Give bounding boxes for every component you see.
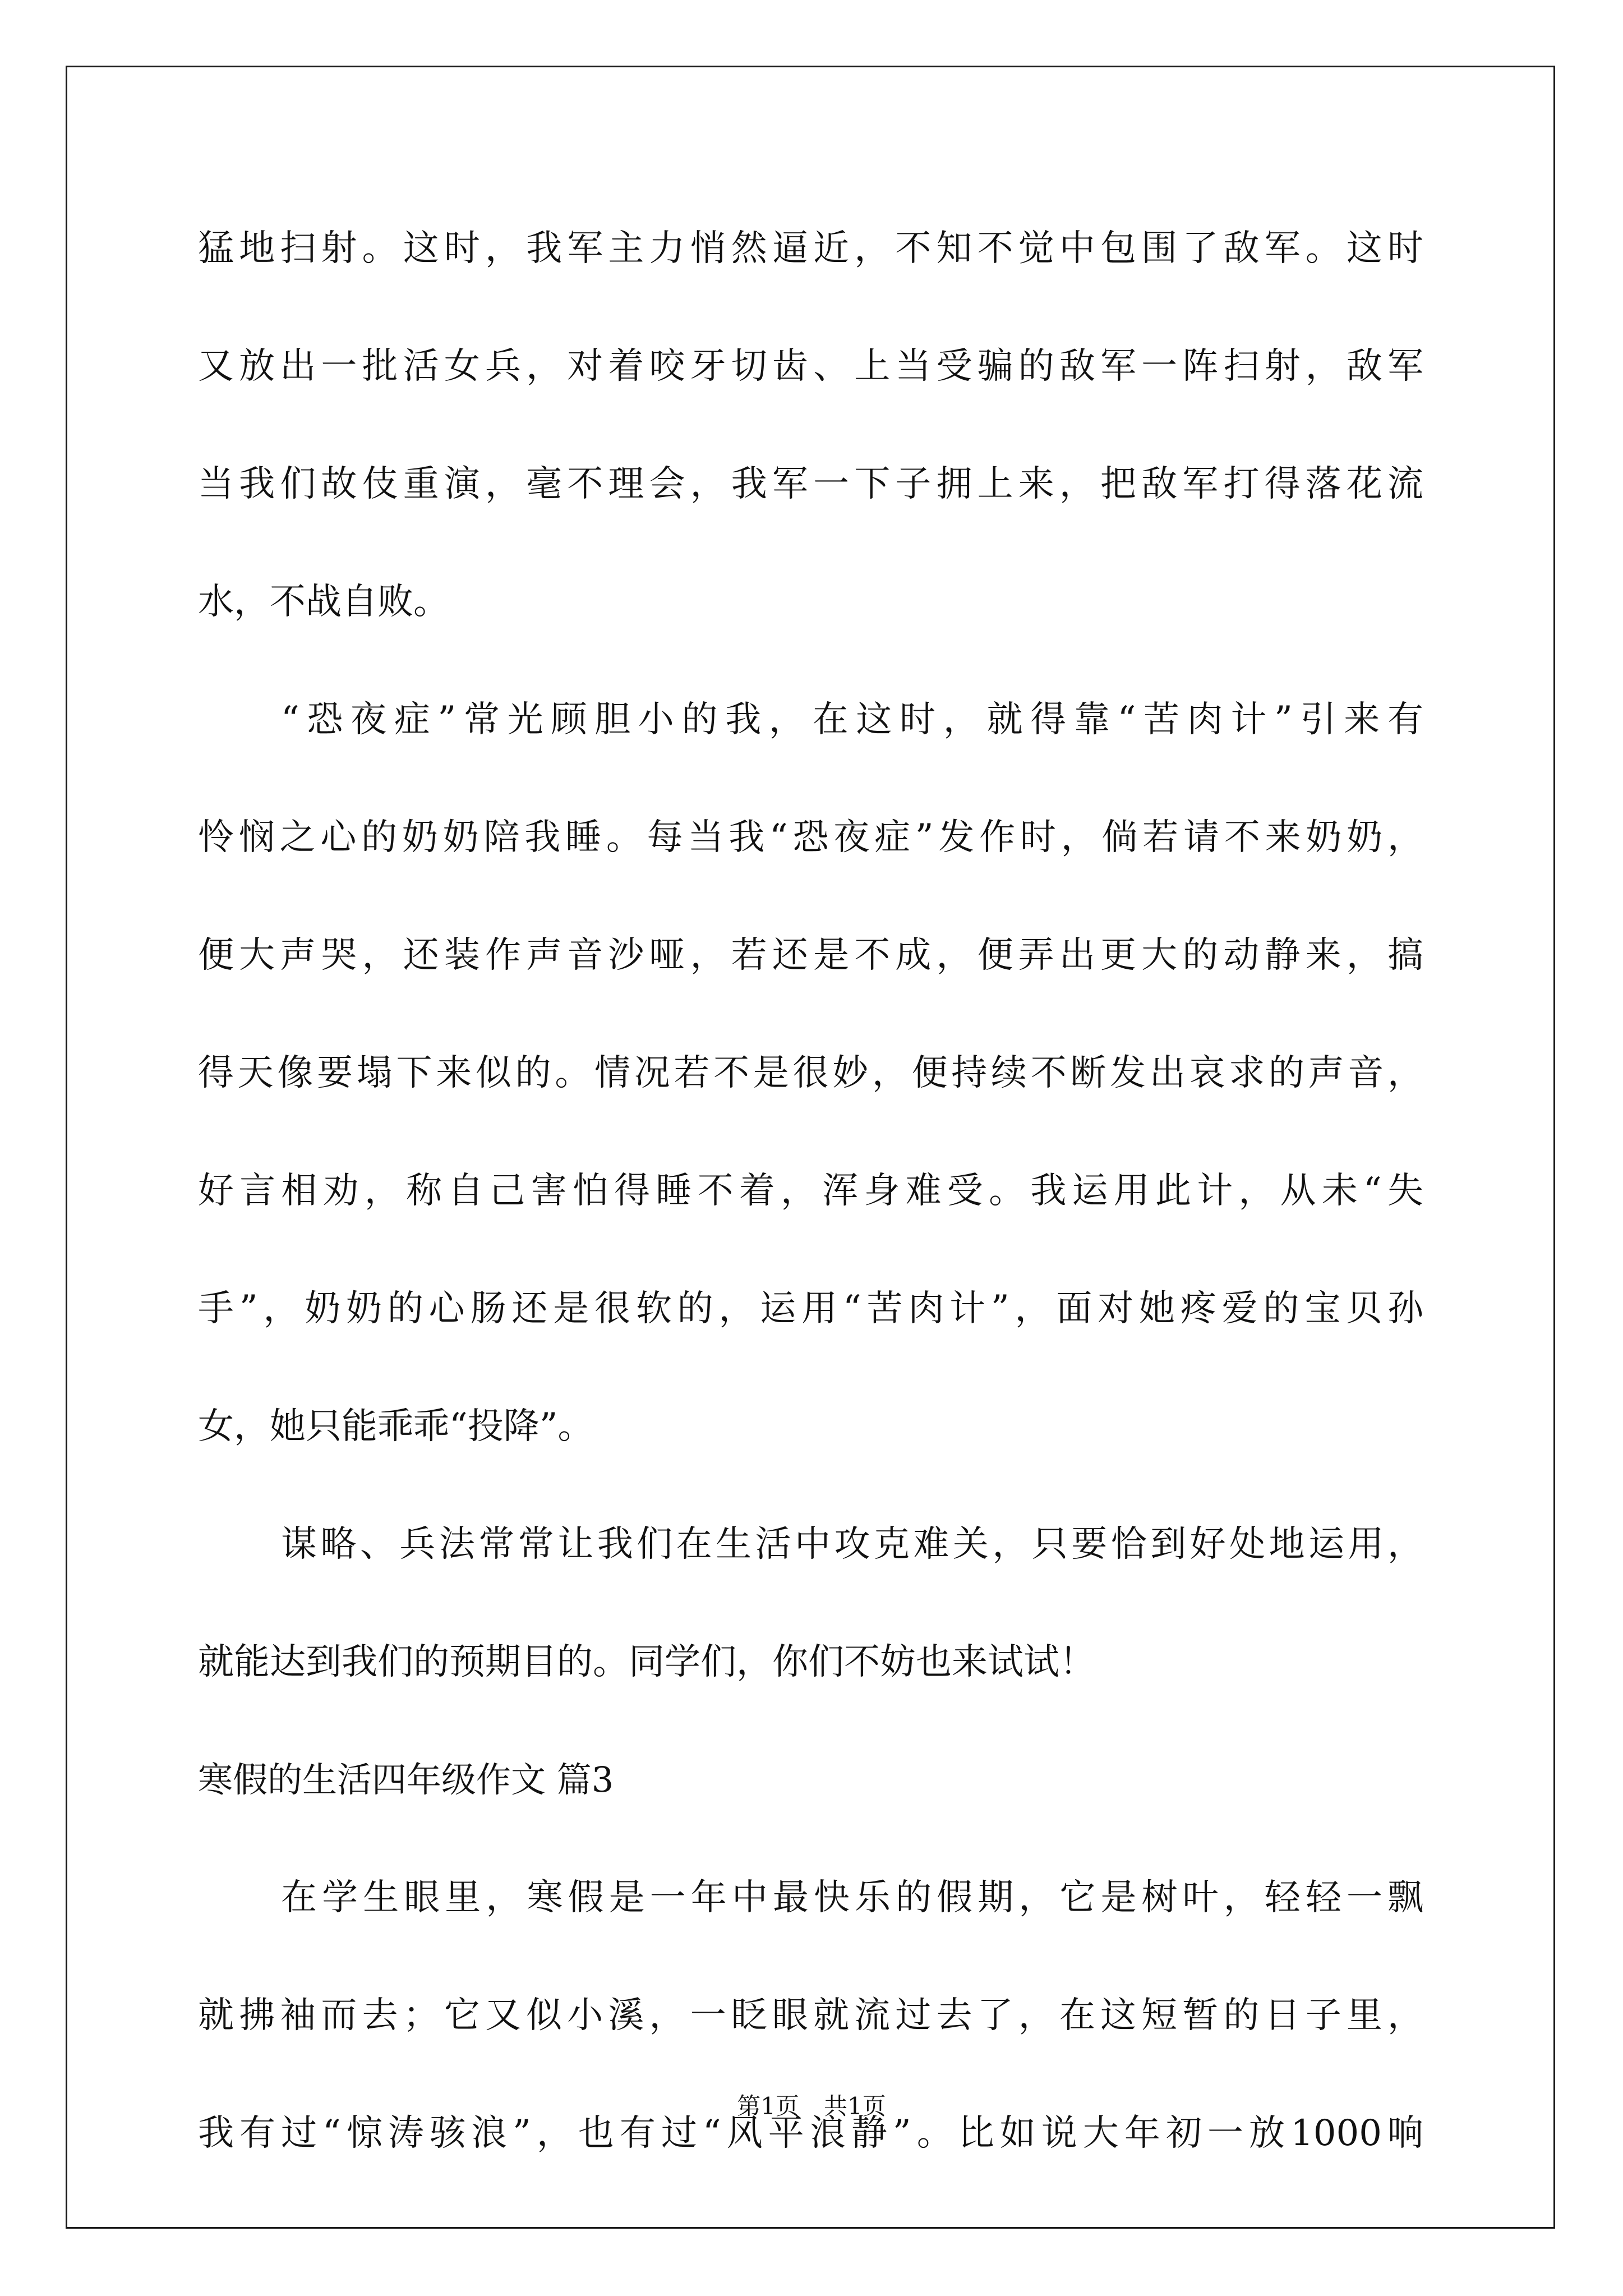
text-line-12: 谋略、兵法常常让我们在生活中攻克难关，只要恰到好处地运用， — [281, 1524, 1423, 1565]
text-line-8: 得天像要塌下来似的。情况若不是很妙，便持续不断发出哀求的声音， — [198, 1052, 1423, 1094]
text-line-3: 当我们故伎重演，毫不理会，我军一下子拥上来，把敌军打得落花流 — [198, 463, 1423, 505]
page-footer — [0, 2090, 1623, 2123]
text-line-13: 就能达到我们的预期目的。同学们，你们不妨也来试试！ — [198, 1641, 1095, 1683]
text-line-1: 猛地扫射。这时，我军主力悄然逼近，不知不觉中包围了敌军。这时 — [198, 228, 1423, 269]
text-line-9: 好言相劝，称自己害怕得睡不着，浑身难受。我运用此计，从未“失 — [198, 1170, 1423, 1212]
document-body — [198, 213, 1423, 2216]
text-line-10: 手”，奶奶的心肠还是很软的，运用“苦肉计”，面对她疼爱的宝贝孙 — [198, 1288, 1423, 1329]
text-line-16: 就拂袖而去；它又似小溪，一眨眼就流过去了，在这短暂的日子里， — [198, 1995, 1423, 2036]
total-pages: 共1页 — [824, 2092, 886, 2120]
text-line-6: 怜悯之心的奶奶陪我睡。每当我“恐夜症”发作时，倘若请不来奶奶， — [198, 817, 1423, 858]
text-line-5: “恐夜症”常光顾胆小的我，在这时，就得靠“苦肉计”引来有 — [281, 699, 1423, 740]
section-heading: 寒假的生活四年级作文 篇3 — [198, 1759, 614, 1800]
text-line-17: 我有过“惊涛骇浪”，也有过“风平浪静”。比如说大年初一放1000响 — [198, 2113, 1423, 2154]
text-line-11: 女，她只能乖乖“投降”。 — [198, 1406, 594, 1447]
text-line-15: 在学生眼里，寒假是一年中最快乐的假期，它是树叶，轻轻一飘 — [281, 1877, 1423, 1918]
text-line-4: 水，不战自败。 — [198, 581, 449, 623]
text-line-2: 又放出一批活女兵，对着咬牙切齿、上当受骗的敌军一阵扫射，敌军 — [198, 346, 1423, 387]
text-line-7: 便大声哭，还装作声音沙哑，若还是不成，便弄出更大的动静来，搞 — [198, 935, 1423, 976]
page-number: 第1页 — [737, 2092, 799, 2120]
